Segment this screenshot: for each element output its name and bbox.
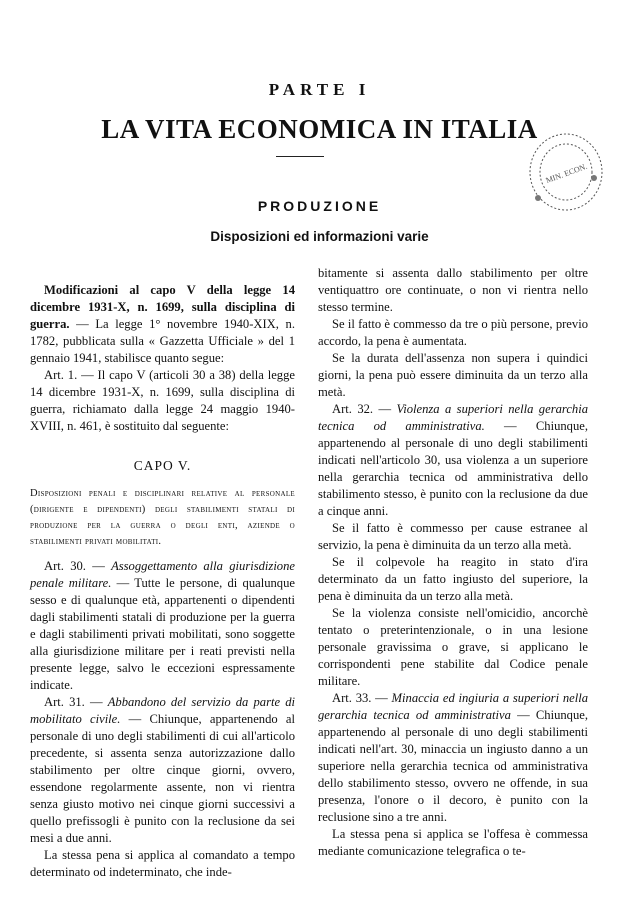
article-30-title: Assoggettamento alla giurisdizione penale militare. [30, 559, 295, 590]
article-32-head: Art. 32. — [332, 402, 397, 416]
intro-paragraph [30, 282, 295, 367]
part-heading: PARTE I [268, 80, 371, 99]
paragraph-continued: bitamente si assenta dallo stabilimento per oltre ventiquattro ore continuate, o non vi rientra nello stesso termine. [318, 266, 588, 314]
intro-text: — La legge 1° novembre 1940-XIX, n. 1782, pubblicata sulla « Gazzetta Ufficiale » del 1 gennaio 1941, stabilisce quanto segue: [30, 317, 295, 365]
article-32-title: Violenza a superiori nella gerarchia tecnica od amministrativa. [318, 402, 589, 433]
article-31-head: Art. 31. — [44, 695, 108, 709]
paragraph: Se la violenza consiste nell'omicidio, ancorchè tentato o preterintenzionale, o in una lesione personale gravissima o grave, si applicano le corrispondenti pene stabilite dal Codice penale militare. [318, 606, 588, 688]
chapter-subtitle: Disposizioni penali e disciplinari relative al personale (dirigente e dipendenti) degli stabilimenti statali di produzione per la guerra o degli enti, aziende o stabilimenti privati mobilitati. [30, 488, 295, 547]
article-30-text: — Tutte le persone, di qualunque sesso e di qualunque età, appartenenti o dipendenti dagli stabilimenti statali di produzione per la guerra e dagli stabilimenti privati mobilitati, sono soggette alla giurisdizione militare per i reati previsti nella presente legge, salvo le eccezioni espressamente indicate. [30, 576, 295, 692]
section-heading: PRODUZIONE [257, 198, 382, 214]
intro-title: Modificazioni al capo V della legge 14 dicembre 1931-X, n. 1699, sulla disciplina di guerra. [30, 283, 295, 331]
article-1: Art. 1. — Il capo V (articoli 30 a 38) della legge 14 dicembre 1931-X, n. 1699, sulla disciplina di guerra, richiamato dalla legge 24 maggio 1940-XVIII, n. 461, è sostituito dal seguente: [30, 368, 295, 433]
right-column [318, 265, 588, 860]
paragraph: La stessa pena si applica se l'offesa è commessa mediante comunicazione telegrafica o te- [318, 827, 588, 858]
article-33 [318, 690, 588, 826]
page-title: LA VITA ECONOMICA IN ITALIA [101, 114, 538, 144]
paragraph: Se la durata dell'assenza non supera i quindici giorni, la pena può essere diminuita da un terzo alla metà. [318, 351, 588, 399]
article-31-continuation: La stessa pena si applica al comandato a tempo determinato od indeterminato, che inde- [30, 848, 295, 879]
paragraph: Se il colpevole ha reagito in stato d'ira determinato da un fatto ingiusto del superiore, la pena è diminuita da un terzo alla metà. [318, 555, 588, 603]
article-32-text: — Chiunque, appartenendo al personale di uno degli stabilimenti indicati nell'articolo 30, usa violenza a un superiore nella gerarchia tecnica od amministrativa dello stabilimento stesso, è punito con la reclusione da due a cinque anni. [318, 419, 588, 518]
paragraph: Se il fatto è commesso da tre o più persone, previo accordo, la pena è aumentata. [318, 317, 588, 348]
article-30-head: Art. 30. — [44, 559, 112, 573]
article-30 [30, 558, 295, 694]
article-31 [30, 694, 295, 847]
paragraph: Se il fatto è commesso per cause estranee al servizio, la pena è diminuita da un terzo alla metà. [318, 521, 588, 552]
subsection-heading: Disposizioni ed informazioni varie [210, 229, 429, 244]
article-33-head: Art. 33. — [332, 691, 392, 705]
article-31-text: — Chiunque, appartenendo al personale di uno degli stabilimenti di cui all'articolo precedente, si assenta senza autorizzazione dallo stabilimento per oltre cinque giorni, ovvero, essendone regolarmente assente, non vi rientra senza giusto motivo nei cinque giorni successivi a quello prefissogli è punito con la reclusione da sei mesi a due anni. [30, 712, 296, 845]
chapter-title: CAPO V. [133, 458, 192, 473]
article-32 [318, 401, 588, 520]
left-column [30, 282, 295, 881]
article-31-title: Abbandono del servizio da parte di mobilitato civile. [30, 695, 295, 726]
library-stamp [520, 120, 612, 220]
stamp-text: MIN. ECON. [544, 161, 589, 186]
article-33-text: — Chiunque, appartenendo al personale di uno degli stabilimenti indicati nell'art. 30, minaccia un ingiusto danno a un superiore nella gerarchia tecnica od amministrativa dello stabilimento stesso, ovvero ne offende, in sua presenza, l'onore o il decoro, è punito con la reclusione sino a tre anni. [318, 708, 588, 824]
article-33-title: Minaccia ed ingiuria a superiori nella gerarchia tecnica od amministrativa [318, 691, 589, 722]
title-rule [276, 156, 324, 157]
